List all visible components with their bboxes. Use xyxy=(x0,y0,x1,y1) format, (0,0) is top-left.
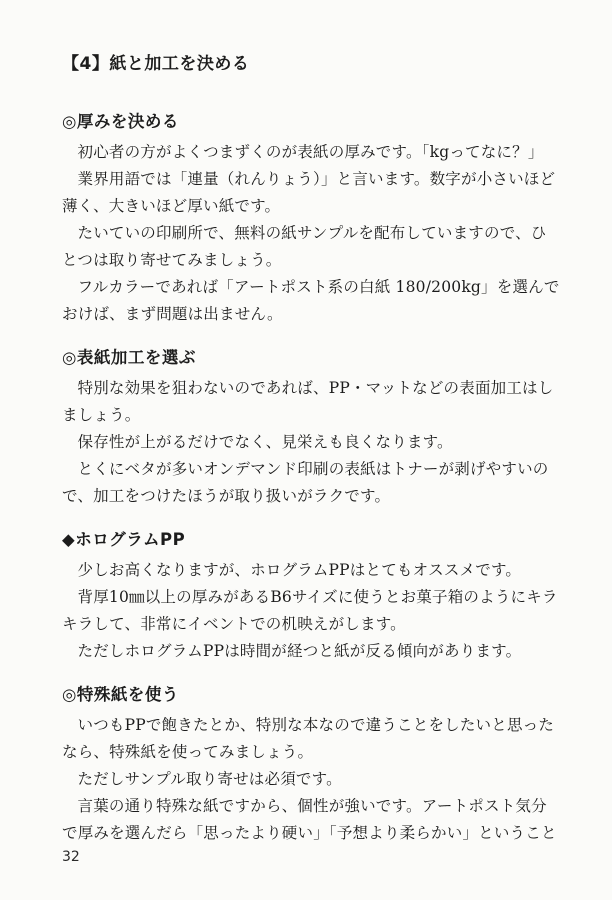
section-heading: ◎厚みを決める xyxy=(62,112,179,131)
paragraph: 業界用語では「連量（れんりょう）」と言います。数字が小さいほど薄く、大きいほど厚い紙です。 xyxy=(62,170,556,215)
paragraph: 初心者の方がよくつまずくのが表紙の厚みです。「kgってなに？」 xyxy=(77,143,544,161)
paragraph: 特別な効果を狙わないのであれば、PP・マットなどの表面加工はしましょう。 xyxy=(62,379,554,424)
section-heading: ◎表紙加工を選ぶ xyxy=(62,348,196,367)
section-cover-finish xyxy=(62,346,562,510)
section-thickness xyxy=(62,110,562,328)
paragraph: とくにベタが多いオンデマンド印刷の表紙はトナーが剥げやすいので、加工をつけたほうが取り扱いがラクです。 xyxy=(62,460,549,505)
page-body xyxy=(62,52,562,865)
paragraph: 少しお高くなりますが、ホログラムPPはとてもオススメです。 xyxy=(77,561,522,579)
paragraph: いつもPPで飽きたとか、特別な本なので違うことをしたいと思ったなら、特殊紙を使ってみましょう。 xyxy=(62,716,555,761)
paragraph: 言葉の通り特殊な紙ですから、個性が強いです。アートポスト気分で厚みを選んだら「思ったより硬い」「予想より柔らかい」ということ xyxy=(62,797,557,842)
paragraph: ただしホログラムPPは時間が経つと紙が反る傾向があります。 xyxy=(77,642,522,660)
chapter-title: 【4】紙と加工を決める xyxy=(62,54,250,74)
section-special-paper xyxy=(62,683,562,847)
section-heading: ◎特殊紙を使う xyxy=(62,685,179,704)
section-heading: ◆ホログラムPP xyxy=(62,530,186,549)
paragraph: たいていの印刷所で、無料の紙サンプルを配布していますので、ひとつは取り寄せてみましょう。 xyxy=(62,224,547,269)
paragraph: 背厚10㎜以上の厚みがあるB6サイズに使うとお菓子箱のようにキラキラして、非常にイベントでの机映えがします。 xyxy=(62,588,558,633)
paragraph: フルカラーであれば「アートポスト系の白紙 180/200kg」を選んでおけば、まず問題は出ません。 xyxy=(62,278,560,323)
paragraph: ただしサンプル取り寄せは必須です。 xyxy=(77,770,342,788)
paragraph: 保存性が上がるだけでなく、見栄えも良くなります。 xyxy=(77,433,453,451)
section-hologram-pp xyxy=(62,528,562,665)
page-number: 32 xyxy=(62,849,80,865)
